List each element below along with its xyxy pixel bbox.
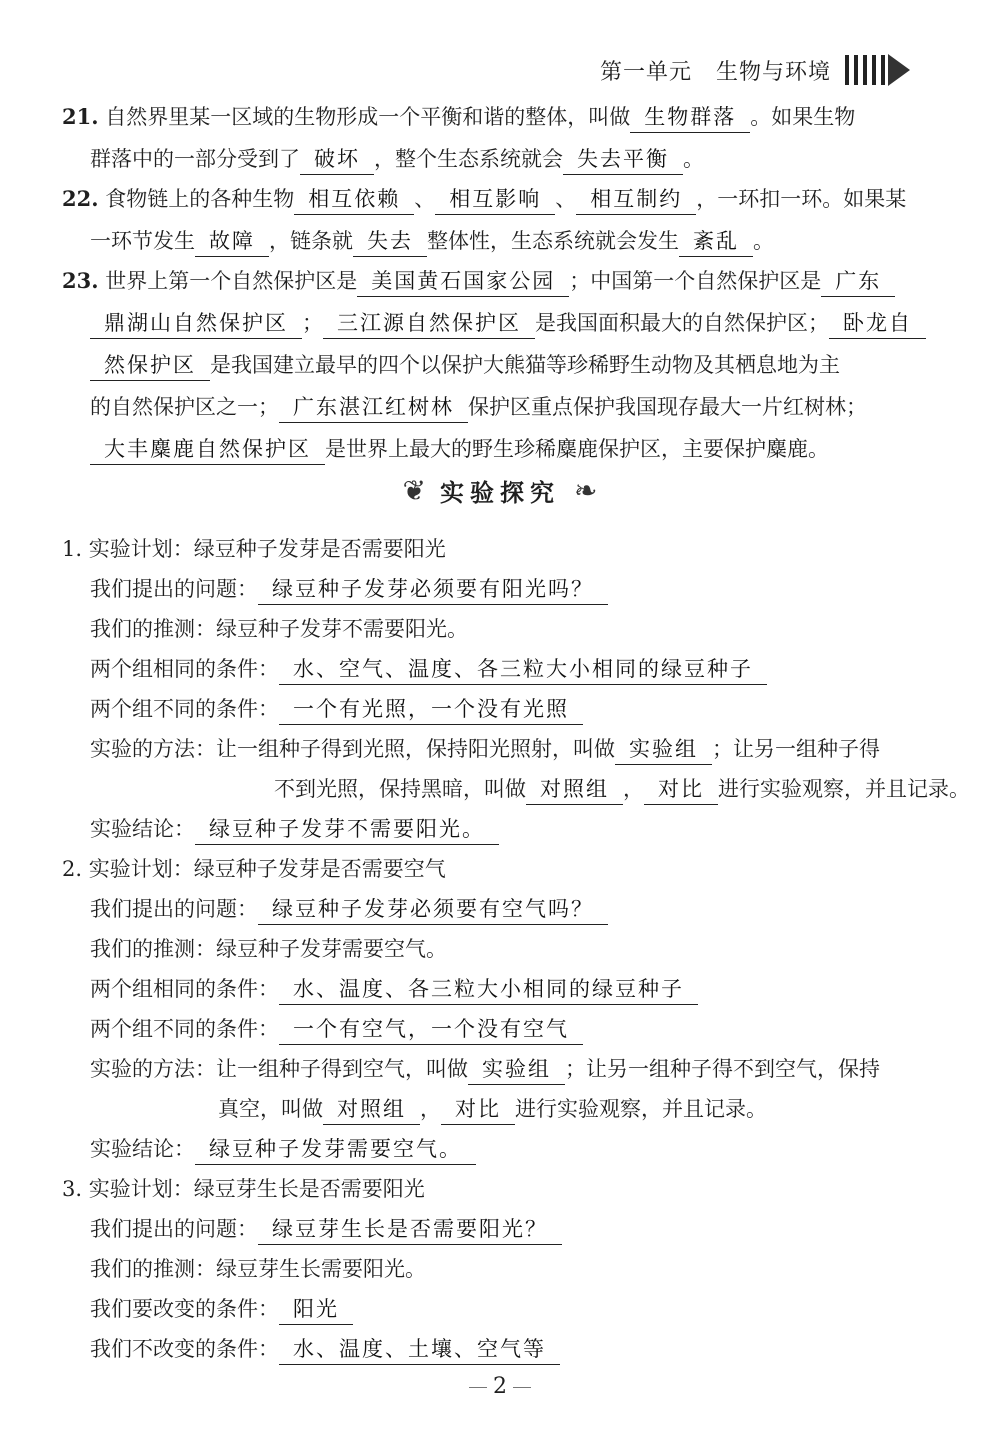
exp3-change [90,1292,353,1326]
ornament-left-icon: ❦ [402,473,426,507]
answer-blank: 美国黄石国家公园 [357,266,569,297]
answer-blank: 卧龙自 [829,308,926,339]
question-text: 、 [414,187,436,211]
question-text: ； [302,311,323,335]
answer-blank: 生物群落 [630,102,750,133]
field-text: 实验的方法：让一组种子得到光照，保持阳光照射，叫做 [90,737,615,761]
exp1-diff [90,692,583,726]
question-text: 世界上第一个自然保护区是 [105,269,358,293]
field-label: 两个组相同的条件： [90,977,279,1001]
exp1-conclusion [90,812,499,846]
exp2-title [62,852,446,886]
question-text: 是世界上最大的野生珍稀麋鹿保护区，主要保护麋鹿。 [325,437,829,461]
arrow-icon [888,54,910,86]
field-label: 两个组不同的条件： [90,697,279,721]
exp3-question [90,1212,562,1246]
page-header [600,50,930,90]
field-text: 进行实验观察，并且记录。 [515,1097,767,1121]
exp2-diff [90,1012,583,1046]
field-text: ， [623,777,644,801]
field-label: 两个组不同的条件： [90,1017,279,1041]
experiment-title: 1. 实验计划：绿豆种子发芽是否需要阳光 [62,537,446,561]
question-text: 是我国建立最早的四个以保护大熊猫等珍稀野生动物及其栖息地为主 [210,353,840,377]
question-text: ；中国第一个自然保护区是 [569,269,822,293]
field-text: 我们的推测：绿豆芽生长需要阳光。 [90,1257,426,1281]
answer-blank: 相互依赖 [294,184,414,215]
exp2-method1 [90,1052,880,1086]
answer-blank: 水、温度、各三粒大小相同的绿豆种子 [279,974,698,1005]
answer-blank: 破坏 [300,144,374,175]
q23-line2 [90,306,926,340]
exp1-method2 [274,772,970,806]
field-text: 我们的推测：绿豆种子发芽不需要阳光。 [90,617,468,641]
question-text: 。 [683,147,704,171]
field-text: ；让另一组种子得不到空气，保持 [565,1057,880,1081]
divider [513,1387,531,1388]
question-text: 整体性，生态系统就会发生 [427,229,679,253]
answer-blank: 失去 [353,226,427,257]
answer-blank: 对比 [441,1094,515,1125]
answer-blank: 阳光 [279,1294,353,1325]
question-text: 、 [555,187,577,211]
question-text: 是我国面积最大的自然保护区； [535,311,829,335]
field-text: 进行实验观察，并且记录。 [718,777,970,801]
divider [469,1387,487,1388]
q23-line4 [90,390,867,424]
exp2-guess [90,932,447,966]
page-number: 2 [493,1374,507,1399]
answer-blank: 绿豆芽生长是否需要阳光？ [258,1214,562,1245]
field-label: 实验结论： [90,1137,195,1161]
question-text: ，链条就 [269,229,353,253]
question-text: 群落中的一部分受到了 [90,147,300,171]
question-text: ，一环扣一环。如果某 [696,187,907,211]
q23-line1 [62,264,895,298]
q21-line1 [62,100,855,134]
answer-blank: 紊乱 [679,226,753,257]
exp1-method1 [90,732,880,766]
answer-blank: 三江源自然保护区 [323,308,535,339]
answer-blank: 大丰麋鹿自然保护区 [90,434,325,465]
field-label: 我们不改变的条件： [90,1337,279,1361]
question-text: 。 [753,229,774,253]
exp2-method2 [218,1092,767,1126]
answer-blank: 一个有光照，一个没有光照 [279,694,583,725]
answer-blank: 对比 [644,774,718,805]
field-label: 两个组相同的条件： [90,657,279,681]
answer-blank: 相互制约 [576,184,696,215]
ornament-right-icon: ❧ [574,473,598,507]
answer-blank: 一个有空气，一个没有空气 [279,1014,583,1045]
field-label: 我们提出的问题： [90,577,258,601]
q23-line3 [90,348,840,382]
q22-line2 [90,224,774,258]
answer-blank: 绿豆种子发芽必须要有阳光吗？ [258,574,608,605]
answer-blank: 鼎湖山自然保护区 [90,308,302,339]
answer-blank: 相互影响 [435,184,555,215]
field-label: 我们提出的问题： [90,897,258,921]
field-text: ；让另一组种子得 [712,737,880,761]
question-text: ，整个生态系统就会 [374,147,563,171]
answer-blank: 水、温度、土壤、空气等 [279,1334,560,1365]
question-text: 自然界里某一区域的生物形成一个平衡和谐的整体，叫做 [105,105,631,129]
exp3-keep [90,1332,560,1366]
exp3-guess [90,1252,426,1286]
experiment-title: 3. 实验计划：绿豆芽生长是否需要阳光 [62,1177,425,1201]
answer-blank: 广东湛江红树林 [279,392,468,423]
answer-blank: 水、空气、温度、各三粒大小相同的绿豆种子 [279,654,767,685]
exp3-title [62,1172,425,1206]
exp1-question [90,572,608,606]
field-label: 实验结论： [90,817,195,841]
exp2-conclusion [90,1132,476,1166]
question-text: 保护区重点保护我国现存最大一片红树林； [468,395,867,419]
answer-blank: 故障 [195,226,269,257]
exp1-guess [90,612,468,646]
answer-blank: 实验组 [615,734,712,765]
q23-line5 [90,432,829,466]
field-text: 真空，叫做 [218,1097,323,1121]
experiment-title: 2. 实验计划：绿豆种子发芽是否需要空气 [62,857,446,881]
answer-blank: 绿豆种子发芽不需要阳光。 [195,814,499,845]
exp1-title [62,532,446,566]
q22-line1 [62,182,906,216]
answer-blank: 对照组 [526,774,623,805]
question-text: 。如果生物 [750,105,856,129]
field-text: 不到光照，保持黑暗，叫做 [274,777,526,801]
answer-blank: 失去平衡 [563,144,683,175]
q21-line2 [90,142,704,176]
unit-label: 第一单元 [600,59,693,85]
field-text: ， [420,1097,441,1121]
answer-blank: 然保护区 [90,350,210,381]
field-text: 实验的方法：让一组种子得到空气，叫做 [90,1057,468,1081]
question-number: 21. [62,104,99,129]
question-number: 23. [62,268,99,293]
section-title-text: 实验探究 [440,477,560,507]
exp2-same [90,972,698,1006]
answer-blank: 绿豆种子发芽需要空气。 [195,1134,476,1165]
field-text: 我们的推测：绿豆种子发芽需要空气。 [90,937,447,961]
field-label: 我们提出的问题： [90,1217,258,1241]
section-title [360,468,640,512]
exp2-question [90,892,608,926]
topic-label: 生物与环境 [716,59,832,85]
question-text: 食物链上的各种生物 [105,187,295,211]
answer-blank: 实验组 [468,1054,565,1085]
question-text: 的自然保护区之一； [90,395,279,419]
answer-blank: 广东 [821,266,895,297]
question-text: 一环节发生 [90,229,195,253]
field-label: 我们要改变的条件： [90,1297,279,1321]
header-bars-decoration [845,55,890,85]
exp1-same [90,652,767,686]
answer-blank: 绿豆种子发芽必须要有空气吗？ [258,894,608,925]
answer-blank: 对照组 [323,1094,420,1125]
page-footer [460,1374,540,1399]
question-number: 22. [62,186,99,211]
